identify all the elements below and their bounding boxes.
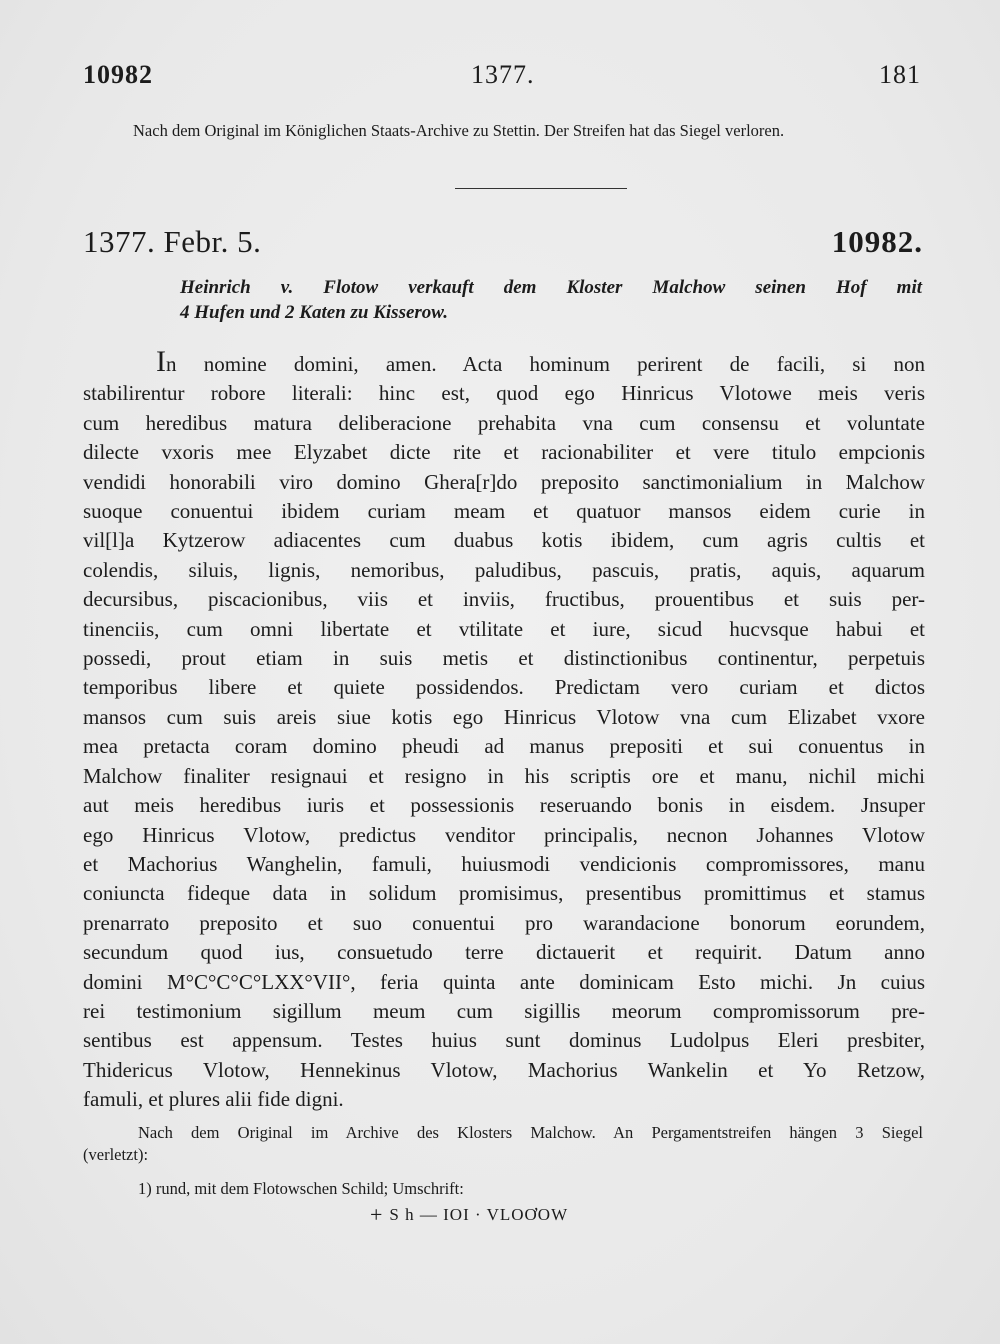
text-line: sentibus est appensum. Testes huius sunt dominus Ludolpus Eleri presbiter, <box>83 1028 925 1053</box>
summary-line: Heinrich v. Flotow verkauft dem Kloster Malchow seinen Hof mit <box>180 277 922 298</box>
text-line: dilecte vxoris mee Elyzabet dicte rite et racionabiliter et vere titulo empcionis <box>83 440 925 465</box>
text-line: coniuncta fideque data in solidum promisimus, presentibus promittimus et stamus <box>83 881 925 906</box>
entry-number: 10982. <box>831 224 923 259</box>
text-line: vendidi honorabili viro domino Ghera[r]do preposito sanctimonialium in Malchow <box>83 469 925 494</box>
seal-inscription <box>370 1200 670 1226</box>
text-line: et Machorius Wanghelin, famuli, huiusmodi vendicionis compromissores, manu <box>83 851 925 876</box>
source-footnote <box>83 1122 923 1200</box>
previous-entry-footnote <box>83 120 923 142</box>
text-line: suoque conuentui ibidem curiam meam et quatuor mansos eidem curie in <box>83 499 925 524</box>
footnote-line: (verletzt): <box>83 1145 149 1164</box>
text-line: Malchow finaliter resignaui et resigno in his scriptis ore et manu, nichil michi <box>83 763 925 788</box>
text-line: famuli, et plures alii fide digni. <box>83 1087 344 1112</box>
running-head-entry-number: 10982 <box>83 60 153 89</box>
footnote-line: Nach dem Original im Archive des Klosters Malchow. An Pergamentstreifen hängen 3 Siegel <box>138 1123 923 1142</box>
text-line: decursibus, piscacionibus, viis et inviis, fructibus, prouentibus et suis per- <box>83 587 925 612</box>
text-line: In nomine domini, amen. Acta hominum perirent de facili, si non <box>156 345 925 378</box>
text-line: tinenciis, cum omni libertate et vtilitate et iure, sicud hucvsque habui et <box>83 616 925 641</box>
text-line: aut meis heredibus iuris et possessionis reseruando bonis in eisdem. Jnsuper <box>83 793 925 818</box>
text-line: vil[l]a Kytzerow adiacentes cum duabus kotis ibidem, cum agris cultis et <box>83 528 925 553</box>
previous-note-text: Nach dem Original im Königlichen Staats-Archive zu Stettin. Der Streifen hat das Siegel verloren. <box>133 121 785 140</box>
section-divider <box>455 188 627 189</box>
seal-inscription-text: S h — IOI · VLOƠOW <box>389 1205 569 1224</box>
footnote-seal-description: 1) rund, mit dem Flotowschen Schild; Umschrift: <box>138 1179 464 1198</box>
summary-line: 4 Hufen und 2 Katen zu Kisserow. <box>180 302 449 323</box>
text-line: mansos cum suis areis siue kotis ego Hinricus Vlotow vna cum Elizabet vxore <box>83 704 925 729</box>
text-line: cum heredibus matura deliberacione prehabita vna cum consensu et voluntate <box>83 410 925 435</box>
text-line: domini M°C°C°C°LXX°VII°, feria quinta ante dominicam Esto michi. Jn cuius <box>83 969 925 994</box>
text-line: possedi, prout etiam in suis metis et distinctionibus continentur, perpetuis <box>83 646 925 671</box>
text-line: Thidericus Vlotow, Hennekinus Vlotow, Machorius Wankelin et Yo Retzow, <box>83 1057 925 1082</box>
running-head-year: 1377. <box>471 60 535 89</box>
text-line: colendis, siluis, lignis, nemoribus, paludibus, pascuis, pratis, aquis, aquarum <box>83 557 925 582</box>
text-line: secundum quod ius, consuetudo terre dictauerit et requirit. Datum anno <box>83 940 925 965</box>
text-line: prenarrato preposito et suo conuentui pro warandacione bonorum eorundem, <box>83 910 925 935</box>
running-head <box>83 60 921 94</box>
text-line: mea pretacta coram domino pheudi ad manus prepositi et sui conuentus in <box>83 734 925 759</box>
entry-summary <box>180 275 922 325</box>
page-number: 181 <box>879 60 921 89</box>
initial-letter: I <box>156 345 166 378</box>
text-line: rei testimonium sigillum meum cum sigillis meorum compromissorum pre- <box>83 998 925 1023</box>
cross-symbol: + <box>370 1202 384 1227</box>
entry-date: 1377. Febr. 5. <box>83 224 262 259</box>
text-line: temporibus libere et quiete possidendos. Predictam vero curiam et dictos <box>83 675 925 700</box>
text-line: stabilirentur robore literali: hinc est, quod ego Hinricus Vlotowe meis veris <box>83 381 925 406</box>
text-line: ego Hinricus Vlotow, predictus venditor principalis, necnon Johannes Vlotow <box>83 822 925 847</box>
entry-heading <box>83 224 923 264</box>
charter-text <box>83 345 925 1115</box>
